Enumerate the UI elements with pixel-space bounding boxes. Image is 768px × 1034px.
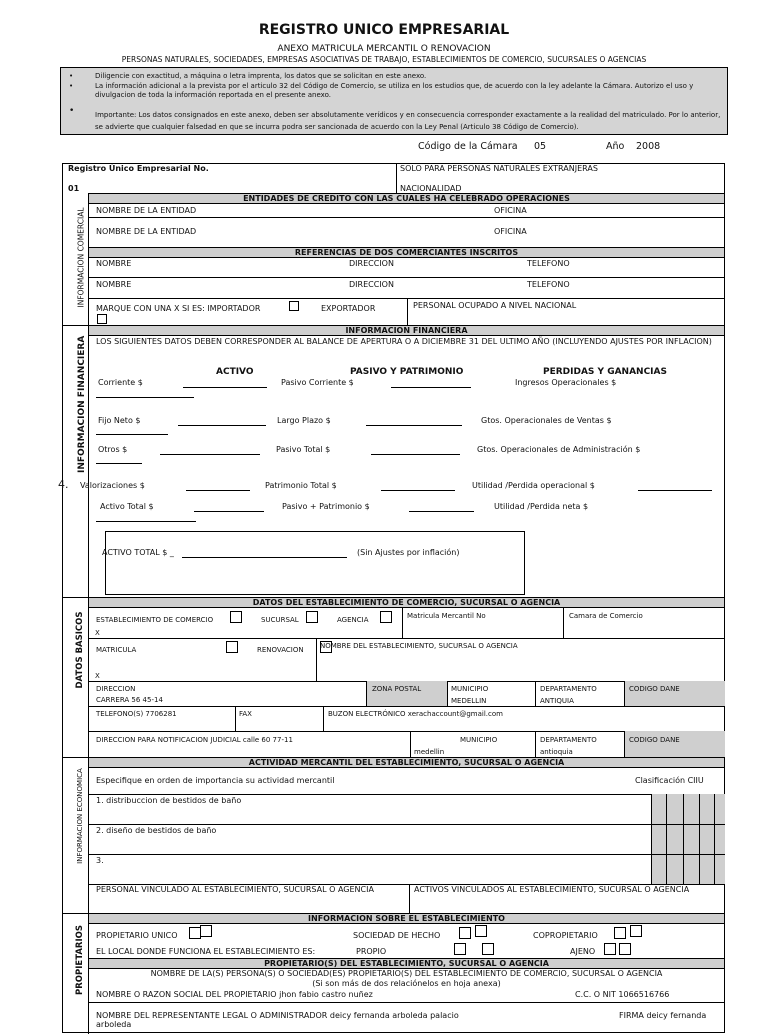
activo-total-field[interactable] xyxy=(194,511,264,512)
matricula-label: MATRICULA xyxy=(96,646,137,654)
pasivo-heading: PASIVO Y PATRIMONIO xyxy=(350,367,464,377)
entidad-2-name[interactable]: NOMBRE DE LA ENTIDAD xyxy=(96,227,197,236)
utilidad-operacional-field[interactable] xyxy=(638,490,712,491)
sin-ajustes-label: (Sin Ajustes por inflación) xyxy=(357,548,460,557)
codigo-camara-value[interactable]: 05 xyxy=(534,141,547,152)
fijo-neto-field[interactable] xyxy=(178,425,266,426)
establecimiento-label: ESTABLECIMIENTO DE COMERCIO xyxy=(96,616,214,624)
personal-nacional[interactable]: PERSONAL OCUPADO A NIVEL NACIONAL xyxy=(413,301,577,310)
form-title: REGISTRO UNICO EMPRESARIAL xyxy=(258,22,510,38)
info-establecimiento-header: INFORMACION SOBRE EL ESTABLECIMIENTO xyxy=(88,913,725,924)
fax-label[interactable]: FAX xyxy=(239,710,252,718)
activo-total-caps-field[interactable] xyxy=(182,557,347,558)
valorizaciones-field[interactable] xyxy=(186,490,250,491)
exportador-label: EXPORTADOR xyxy=(321,304,376,313)
direccion-label: DIRECCION xyxy=(96,685,136,693)
ciiu-label: Clasificación CIIU xyxy=(635,776,704,785)
ajeno-checkbox-2[interactable] xyxy=(619,943,631,955)
departamento-label: DEPARTAMENTO xyxy=(540,685,597,693)
financiera-intro: LOS SIGUIENTES DATOS DEBEN CORRESPONDER AL BALANCE DE APERTURA O A DICIEMBRE 31 DEL ULTIMO AÑO (INCLUYENDO AJUSTES POR INFLACION) xyxy=(96,337,712,346)
ref-2-telefono[interactable]: TELEFONO xyxy=(527,280,570,289)
personal-vinculado[interactable]: PERSONAL VINCULADO AL ESTABLECIMIENTO, SUCURSAL O AGENCIA xyxy=(96,885,374,894)
entidad-2-oficina[interactable]: OFICINA xyxy=(494,227,527,236)
copropietario-label: COPROPIETARIO xyxy=(533,931,598,940)
sociedad-hecho-label: SOCIEDAD DE HECHO xyxy=(353,931,441,940)
mark-x-2: X xyxy=(95,672,100,680)
departamento2-label: DEPARTAMENTO xyxy=(540,736,597,744)
copropietario-checkbox-1[interactable] xyxy=(614,927,626,939)
municipio-label: MUNICIPIO xyxy=(451,685,489,693)
local-label: EL LOCAL DONDE FUNCIONA EL ESTABLECIMIENTO ES: xyxy=(96,947,316,956)
notice-bullet-3: Importante: Los datos consignados en este anexo, deben ser absolutamente verídicos y en consecuencia corresponder exactamente a la realidad del matriculado. Por lo anterior, se advierte que cualquier falsedad en que se incurra podra ser sancionada de acuerdo con la Ley Penal (Articulo 38 Código de Comercio). xyxy=(95,111,721,131)
copropietario-checkbox-2[interactable] xyxy=(630,925,642,937)
actividad-3[interactable]: 3. xyxy=(96,856,104,865)
fijo-neto-field-cont[interactable] xyxy=(96,434,168,435)
economica-header: ACTIVIDAD MERCANTIL DEL ESTABLECIMIENTO, SUCURSAL O AGENCIA xyxy=(88,757,725,768)
ajeno-label: AJENO xyxy=(570,947,596,956)
propietarios-anexa: (Si son más de dos relaciónelos en hoja anexa) xyxy=(312,979,501,988)
ajeno-checkbox-1[interactable] xyxy=(604,943,616,955)
otros-field[interactable] xyxy=(160,454,260,455)
departamento-value[interactable]: ANTIQUIA xyxy=(540,697,574,705)
activo-total-box xyxy=(105,531,525,595)
departamento2-value[interactable]: antioquia xyxy=(540,748,573,756)
notificacion-value[interactable]: DIRECCION PARA NOTIFICACION JUDICIAL calle 60 77-11 xyxy=(96,736,293,744)
codigo-camara-label: Código de la Cámara xyxy=(418,141,518,152)
activo-total-label: Activo Total $ xyxy=(100,502,154,511)
agencia-label: AGENCIA xyxy=(337,616,369,624)
municipio-value[interactable]: MEDELLIN xyxy=(451,697,487,705)
side-label-comercial: INFORMACION COMERCIAL xyxy=(76,207,86,308)
especifique-label: Especifique en orden de importancia su actividad mercantil xyxy=(96,776,335,785)
gtos-admin-label: Gtos. Operacionales de Administración $ xyxy=(477,445,641,454)
pasivo-patrimonio-label: Pasivo + Patrimonio $ xyxy=(282,502,370,511)
patrimonio-field[interactable] xyxy=(381,490,455,491)
propietario-unico-checkbox-2[interactable] xyxy=(200,925,212,937)
ref-2-nombre[interactable]: NOMBRE xyxy=(96,280,132,289)
pasivo-corriente-label: Pasivo Corriente $ xyxy=(281,378,354,387)
pasivo-total-field[interactable] xyxy=(371,454,460,455)
corriente-field-cont[interactable] xyxy=(96,397,194,398)
sucursal-checkbox[interactable] xyxy=(306,611,318,623)
pasivo-corriente-field[interactable] xyxy=(391,387,471,388)
propietarios-header: PROPIETARIO(S) DEL ESTABLECIMIENTO, SUCURSAL O AGENCIA xyxy=(88,958,725,969)
marque-label: MARQUE CON UNA X SI ES: IMPORTADOR xyxy=(96,304,261,313)
matricula-checkbox[interactable] xyxy=(226,641,238,653)
propio-checkbox-2[interactable] xyxy=(482,943,494,955)
establecimiento-checkbox[interactable] xyxy=(230,611,242,623)
firma-value-cont[interactable]: arboleda xyxy=(96,1020,132,1029)
activo-heading: ACTIVO xyxy=(216,367,254,377)
representante-value[interactable]: NOMBRE DEL REPRESENTANTE LEGAL O ADMINISTRADOR deicy fernanda arboleda palacio xyxy=(96,1011,459,1020)
side-label-propietarios: PROPIETARIOS xyxy=(75,925,85,995)
side-label-economica: INFORMACION ECONOMICA xyxy=(76,768,84,864)
ref-2-direccion[interactable]: DIRECCION xyxy=(349,280,394,289)
matricula-no-label[interactable]: Matricula Mercantil No xyxy=(407,612,486,620)
entidad-1-oficina[interactable]: OFICINA xyxy=(494,206,527,215)
municipio2-label: MUNICIPIO xyxy=(460,736,498,744)
importador-checkbox[interactable] xyxy=(289,301,299,311)
codigo-dane-label: CODIGO DANE xyxy=(629,685,680,693)
largo-plazo-label: Largo Plazo $ xyxy=(277,416,331,425)
perdidas-heading: PERDIDAS Y GANANCIAS xyxy=(543,367,667,377)
item-number-4: 4. xyxy=(58,478,69,491)
gtos-ventas-label: Gtos. Operacionales de Ventas $ xyxy=(481,416,612,425)
financiera-header: INFORMACION FINANCIERA xyxy=(88,325,725,336)
sucursal-label: SUCURSAL xyxy=(261,616,299,624)
notice-box: • Diligencie con exactitud, a máquina o letra imprenta, los datos que se solicitan en este anexo. • La información adicional a la prevista por el articulo 32 del Código de Comercio, se utiliza en los estudios que, de acuerdo con la ley adelante la Cámara. Autorizo el uso y divulgacion de toda la información reportada en el presente anexo. • Importante: Los datos consignados en este anexo, deben ser absolutamente verídicos y en consecuencia corresponder exactamente a la realidad del matriculado. Por lo anterior, se advierte que cualquier falsedad en que se incurra podra ser sancionada de acuerdo con la Ley Penal (Articulo 38 Código de Comercio). xyxy=(60,67,728,135)
exportador-checkbox[interactable] xyxy=(97,314,107,324)
nacionalidad-field[interactable]: NACIONALIDAD xyxy=(400,184,462,193)
propio-checkbox-1[interactable] xyxy=(454,943,466,955)
notice-bullet-1: Diligencie con exactitud, a máquina o letra imprenta, los datos que se solicitan en este anexo. xyxy=(95,72,427,80)
patrimonio-label: Patrimonio Total $ xyxy=(265,481,337,490)
mark-x-1: X xyxy=(95,629,100,637)
otros-label: Otros $ xyxy=(98,445,128,454)
utilidad-operacional-label: Utilidad /Perdida operacional $ xyxy=(472,481,595,490)
sociedad-hecho-checkbox-1[interactable] xyxy=(459,927,471,939)
nit-value[interactable]: C.C. O NIT 1066516766 xyxy=(575,990,670,999)
side-label-financiera: INFORMACION FINANCIERA xyxy=(77,335,87,473)
anio-value[interactable]: 2008 xyxy=(636,141,661,152)
firma-value[interactable]: FIRMA deicy fernanda xyxy=(619,1011,707,1020)
activo-total-caps-label: ACTIVO TOTAL $ _ xyxy=(102,548,174,557)
largo-plazo-field[interactable] xyxy=(366,425,462,426)
ref-1-telefono[interactable]: TELEFONO xyxy=(527,259,570,268)
corriente-field[interactable] xyxy=(183,387,267,388)
telefono-value[interactable]: TELEFONO(S) 7706281 xyxy=(96,710,177,718)
registro-number[interactable]: 01 xyxy=(68,184,80,193)
nombre-establecimiento-label[interactable]: NOMBRE DEL ESTABLECIMIENTO, SUCURSAL O AGENCIA xyxy=(320,642,518,650)
activos-vinculados[interactable]: ACTIVOS VINCULADOS AL ESTABLECIMIENTO, SUCURSAL O AGENCIA xyxy=(414,885,690,894)
sociedad-hecho-checkbox-2[interactable] xyxy=(475,925,487,937)
municipio2-value[interactable]: medellin xyxy=(414,748,445,756)
propietario-unico-label: PROPIETARIO UNICO xyxy=(96,931,178,940)
razon-social-value[interactable]: NOMBRE O RAZON SOCIAL DEL PROPIETARIO jhon fabio castro nuñez xyxy=(96,990,373,999)
propietarios-nombre-lines: NOMBRE DE LA(S) PERSONA(S) O SOCIEDAD(ES) PROPIETARIO(S) DEL ESTABLECIMIENTO DE COMERCIO, SUCURSAL O AGENCIA xyxy=(150,969,663,978)
otros-field-cont[interactable] xyxy=(96,463,142,464)
utilidad-neta-label: Utilidad /Perdida neta $ xyxy=(494,502,589,511)
ingresos-label: Ingresos Operacionales $ xyxy=(515,378,617,387)
basicos-header: DATOS DEL ESTABLECIMIENTO DE COMERCIO, SUCURSAL O AGENCIA xyxy=(88,597,725,608)
registro-label: Registro Único Empresarial No. xyxy=(68,164,209,173)
activo-total-field-cont[interactable] xyxy=(96,521,196,522)
form-subtitle: ANEXO MATRICULA MERCANTIL O RENOVACION xyxy=(277,44,491,54)
side-label-basicos: DATOS BASICOS xyxy=(75,611,85,689)
codigo-dane2-cell xyxy=(624,731,725,757)
anio-label: Año xyxy=(606,141,625,152)
corriente-label: Corriente $ xyxy=(98,378,143,387)
pasivo-total-label: Pasivo Total $ xyxy=(276,445,331,454)
codigo-dane2-label: CODIGO DANE xyxy=(629,736,680,744)
fijo-neto-label: Fijo Neto $ xyxy=(98,416,141,425)
entidad-1-name[interactable]: NOMBRE DE LA ENTIDAD xyxy=(96,206,197,215)
direccion-value[interactable]: CARRERA 56 45-14 xyxy=(96,696,163,704)
actividad-2[interactable]: 2. diseño de bestidos de baño xyxy=(96,826,217,835)
referencias-header: REFERENCIAS DE DOS COMERCIANTES INSCRITOS xyxy=(88,247,725,258)
entidades-header: ENTIDADES DE CREDITO CON LAS CUALES HA CELEBRADO OPERACIONES xyxy=(88,193,725,204)
ref-1-nombre[interactable]: NOMBRE xyxy=(96,259,132,268)
propio-label: PROPIO xyxy=(356,947,387,956)
notice-bullet-2: La información adicional a la prevista por el articulo 32 del Código de Comercio, se utiliza en los estudios que, de acuerdo con la ley adelante la Cámara. Autorizo el uso y divulgacion de toda la información reportada en el presente anexo. xyxy=(95,82,694,99)
renovacion-label: RENOVACION xyxy=(257,646,304,654)
pasivo-patrimonio-field[interactable] xyxy=(409,511,474,512)
ref-1-direccion[interactable]: DIRECCION xyxy=(349,259,394,268)
solo-extranjeros: SOLO PARA PERSONAS NATURALES EXTRANJERAS xyxy=(400,164,598,173)
buzon-value[interactable]: BUZON ELECTRÓNICO xerachaccount@gmail.com xyxy=(328,710,503,718)
agencia-checkbox[interactable] xyxy=(380,611,392,623)
form-subtitle-2: PERSONAS NATURALES, SOCIEDADES, EMPRESAS ASOCIATIVAS DE TRABAJO, ESTABLECIMIENTOS DE COMERCIO, SUCURSALES O AGENCIAS xyxy=(121,55,647,64)
zona-postal-label: ZONA POSTAL xyxy=(372,685,422,693)
actividad-1[interactable]: 1. distribuccion de bestidos de baño xyxy=(96,796,242,805)
valorizaciones-label: Valorizaciones $ xyxy=(80,481,145,490)
camara-label[interactable]: Camara de Comercio xyxy=(569,612,643,620)
